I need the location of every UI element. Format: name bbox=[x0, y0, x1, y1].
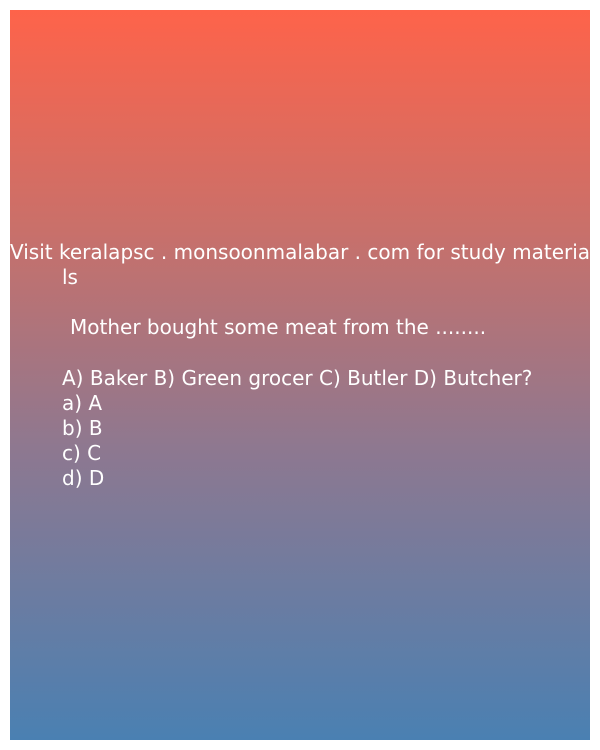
answer-option-a[interactable]: a) A bbox=[62, 391, 103, 415]
answer-option-b[interactable]: b) B bbox=[62, 416, 103, 440]
answer-option-c[interactable]: c) C bbox=[62, 441, 102, 465]
options-line: A) Baker B) Green grocer C) Butler D) Butcher? bbox=[62, 366, 533, 390]
answer-option-d[interactable]: d) D bbox=[62, 466, 105, 490]
question-card bbox=[10, 10, 590, 740]
question-text: Mother bought some meat from the ........ bbox=[70, 315, 487, 339]
promo-text-line2: ls bbox=[62, 265, 78, 289]
promo-text-line1: Visit keralapsc . monsoonmalabar . com for study materia bbox=[10, 240, 591, 264]
